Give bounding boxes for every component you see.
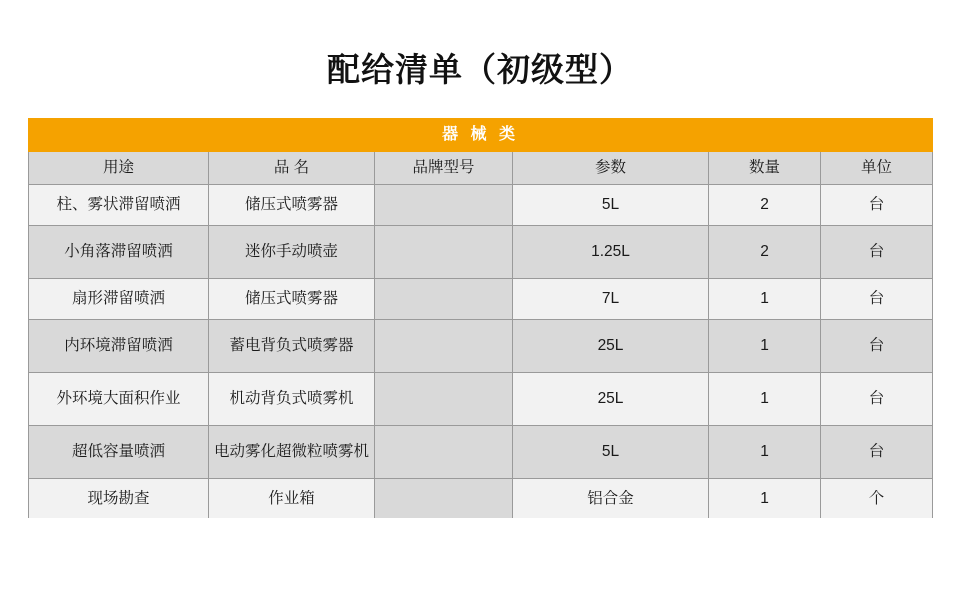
cell-brand xyxy=(375,320,513,373)
column-header-unit: 单位 xyxy=(821,152,933,185)
cell-name: 机动背负式喷雾机 xyxy=(209,373,375,426)
cell-brand xyxy=(375,279,513,320)
table-row xyxy=(29,320,933,373)
equipment-table xyxy=(28,118,933,520)
cell-name: 作业箱 xyxy=(209,479,375,520)
cell-param: 5L xyxy=(513,426,709,479)
cell-use: 外环境大面积作业 xyxy=(29,373,209,426)
cell-name: 迷你手动喷壶 xyxy=(209,226,375,279)
cell-param: 7L xyxy=(513,279,709,320)
cell-use: 现场勘查 xyxy=(29,479,209,520)
cell-qty: 1 xyxy=(709,426,821,479)
cell-param: 铝合金 xyxy=(513,479,709,520)
cell-use: 超低容量喷洒 xyxy=(29,426,209,479)
cell-param: 5L xyxy=(513,185,709,226)
table-row xyxy=(29,279,933,320)
cell-unit: 台 xyxy=(821,373,933,426)
cell-name: 电动雾化超微粒喷雾机 xyxy=(209,426,375,479)
table-row xyxy=(29,185,933,226)
cell-qty: 2 xyxy=(709,226,821,279)
cell-unit: 台 xyxy=(821,226,933,279)
cell-name: 蓄电背负式喷雾器 xyxy=(209,320,375,373)
cell-qty: 2 xyxy=(709,185,821,226)
table-row xyxy=(29,426,933,479)
table-header-row xyxy=(29,152,933,185)
cell-name: 储压式喷雾器 xyxy=(209,185,375,226)
cell-param: 1.25L xyxy=(513,226,709,279)
cell-brand xyxy=(375,226,513,279)
cell-brand xyxy=(375,185,513,226)
cell-qty: 1 xyxy=(709,279,821,320)
column-header-name: 品 名 xyxy=(209,152,375,185)
cell-name: 储压式喷雾器 xyxy=(209,279,375,320)
table-row xyxy=(29,373,933,426)
cell-unit: 台 xyxy=(821,185,933,226)
cell-param: 25L xyxy=(513,320,709,373)
cell-param: 25L xyxy=(513,373,709,426)
column-header-use: 用途 xyxy=(29,152,209,185)
cell-use: 小角落滞留喷洒 xyxy=(29,226,209,279)
page-title: 配给清单（初级型） xyxy=(327,51,633,88)
cell-brand xyxy=(375,479,513,520)
cell-use: 柱、雾状滞留喷洒 xyxy=(29,185,209,226)
equipment-table-container xyxy=(28,118,932,520)
cell-unit: 台 xyxy=(821,320,933,373)
cell-unit: 个 xyxy=(821,479,933,520)
table-row xyxy=(29,226,933,279)
cell-use: 内环境滞留喷洒 xyxy=(29,320,209,373)
cell-unit: 台 xyxy=(821,279,933,320)
cell-unit: 台 xyxy=(821,426,933,479)
section-header-cell: 器 械 类 xyxy=(29,119,933,152)
cell-brand xyxy=(375,373,513,426)
cell-brand xyxy=(375,426,513,479)
column-header-qty: 数量 xyxy=(709,152,821,185)
page-bottom-margin xyxy=(0,518,960,600)
table-section-header-row xyxy=(29,119,933,152)
cell-qty: 1 xyxy=(709,479,821,520)
table-row xyxy=(29,479,933,520)
column-header-brand: 品牌型号 xyxy=(375,152,513,185)
cell-qty: 1 xyxy=(709,373,821,426)
column-header-param: 参数 xyxy=(513,152,709,185)
cell-use: 扇形滞留喷洒 xyxy=(29,279,209,320)
cell-qty: 1 xyxy=(709,320,821,373)
